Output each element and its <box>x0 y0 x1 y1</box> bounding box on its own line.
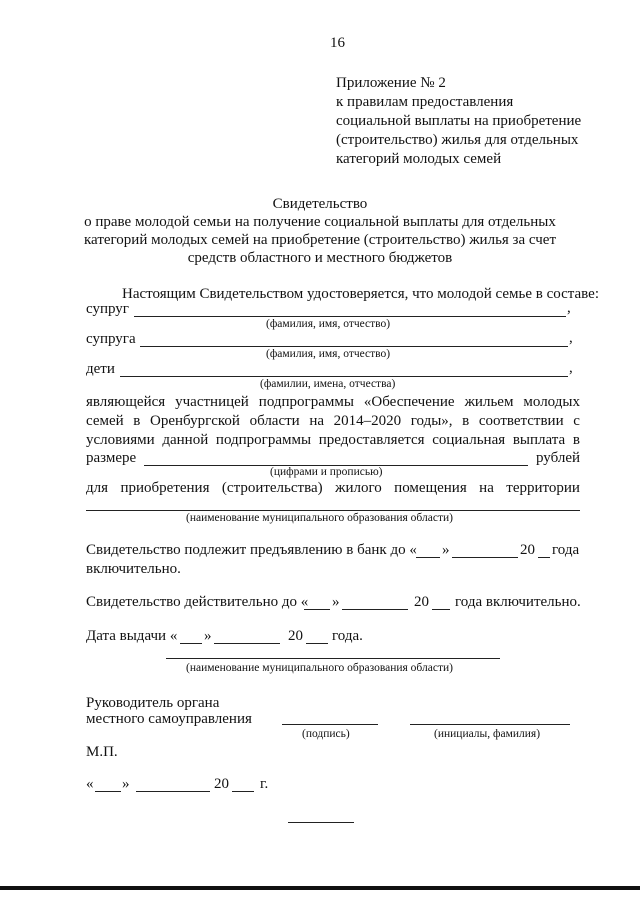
bank-text: Свидетельство подлежит предъявлению в банк до « <box>86 542 417 558</box>
children-label: дети <box>86 361 115 377</box>
body-word: семей <box>86 413 124 429</box>
territory-field[interactable] <box>86 510 580 511</box>
appendix-title: Приложение № 2 <box>336 75 446 91</box>
appendix-line: социальной выплаты на приобретение <box>336 113 582 129</box>
body-word: на <box>479 480 494 496</box>
issue-year-prefix: 20 <box>288 628 303 644</box>
body-word: подпрограммы <box>258 394 354 410</box>
document-title: Свидетельство <box>272 196 368 212</box>
body-word: в <box>462 413 470 429</box>
body-word: с <box>573 413 580 429</box>
document-subtitle: категорий молодых семей на приобретение (строительство) жилья за счет <box>83 232 557 248</box>
bank-month-field[interactable] <box>452 557 518 558</box>
date-month-field[interactable] <box>136 791 210 792</box>
body-word: «Обеспечение <box>363 394 455 410</box>
body-word: приобретения <box>120 480 210 496</box>
document-subtitle: средств областного и местного бюджетов <box>187 250 453 266</box>
validity-text: Свидетельство действительно до « <box>86 594 309 610</box>
body-word: (строительства) <box>221 480 323 496</box>
body-word: области <box>249 413 300 429</box>
stamp-place: М.П. <box>86 744 118 760</box>
body-line-1 <box>86 394 580 411</box>
children-hint: (фамилии, имена, отчества) <box>260 378 396 390</box>
children-names-field[interactable] <box>120 376 568 377</box>
intro-text: Настоящим Свидетельством удостоверяется, что молодой семье в составе: <box>122 286 599 302</box>
issue-date-label: Дата выдачи « <box>86 628 178 644</box>
date-year-field[interactable] <box>232 791 254 792</box>
husband-hint: (фамилия, имя, отчество) <box>266 318 391 330</box>
body-word: Оренбургской <box>150 413 240 429</box>
issuer-field[interactable] <box>166 658 500 659</box>
body-word: для <box>86 480 109 496</box>
appendix-line: (строительство) жилья для отдельных <box>336 132 579 148</box>
body-word: подпрограммы <box>215 432 312 448</box>
validity-day-field[interactable] <box>304 609 330 610</box>
body-word: жилого <box>335 480 382 496</box>
issue-day-field[interactable] <box>180 643 202 644</box>
issue-year-field[interactable] <box>306 643 328 644</box>
bank-year-prefix: 20 <box>520 542 535 558</box>
issue-year-word: года. <box>332 628 363 644</box>
body-word: в <box>133 413 141 429</box>
appendix-line: к правилам предоставления <box>336 94 514 110</box>
signature-hint: (подпись) <box>302 728 350 740</box>
body-line-2 <box>86 413 580 430</box>
issue-quote-close: » <box>204 628 212 644</box>
validity-year-field[interactable] <box>432 609 450 610</box>
page-number: 16 <box>330 35 345 51</box>
amount-hint: (цифрами и прописью) <box>270 466 383 478</box>
validity-year-prefix: 20 <box>414 594 429 610</box>
wife-label: супруга <box>86 331 136 347</box>
body-word: условиями <box>86 432 155 448</box>
body-line-5 <box>86 480 580 497</box>
amount-label: размере <box>86 450 137 466</box>
body-line-3 <box>86 432 580 449</box>
bank-year-field[interactable] <box>538 557 550 558</box>
body-word: предоставляется <box>318 432 425 448</box>
body-word: жильем <box>464 394 514 410</box>
body-word: соответствии <box>478 413 564 429</box>
territory-hint: (наименование муниципального образования области) <box>186 512 453 524</box>
body-word: 2014–2020 <box>333 413 402 429</box>
appendix-line: категорий молодых семей <box>336 151 502 167</box>
body-word: на <box>309 413 325 429</box>
issuer-hint: (наименование муниципального образования области) <box>186 662 453 674</box>
bottom-border <box>0 886 640 890</box>
initials-name-field[interactable] <box>410 724 570 725</box>
date-quote-open: « <box>86 776 94 792</box>
head-title: Руководитель органа <box>86 695 220 711</box>
wife-comma: , <box>569 330 573 346</box>
signature-field[interactable] <box>282 724 378 725</box>
validity-quote-close: » <box>332 594 340 610</box>
body-word: помещения <box>394 480 467 496</box>
date-year-prefix: 20 <box>214 776 229 792</box>
wife-hint: (фамилия, имя, отчество) <box>266 348 391 360</box>
document-subtitle: о праве молодой семьи на получение социальной выплаты для отдельных <box>84 214 556 230</box>
bank-day-field[interactable] <box>416 557 440 558</box>
body-word: молодых <box>523 394 580 410</box>
date-day-field[interactable] <box>95 791 121 792</box>
body-word: участницей <box>175 394 249 410</box>
validity-text-end: года включительно. <box>455 594 581 610</box>
wife-name-field[interactable] <box>140 346 568 347</box>
bank-quote-close: » <box>442 542 450 558</box>
husband-label: супруг <box>86 301 129 317</box>
footer-divider <box>288 822 354 823</box>
validity-month-field[interactable] <box>342 609 408 610</box>
body-word: данной <box>162 432 209 448</box>
initials-name-hint: (инициалы, фамилия) <box>434 728 541 740</box>
body-word: в <box>572 432 580 448</box>
body-word: социальная <box>432 432 506 448</box>
bank-year-word: года <box>552 542 580 558</box>
husband-comma: , <box>567 300 571 316</box>
bank-text-end: включительно. <box>86 561 181 577</box>
body-word: выплата <box>512 432 566 448</box>
body-word: территории <box>506 480 580 496</box>
body-word: являющейся <box>86 394 166 410</box>
amount-unit: рублей <box>536 450 581 466</box>
body-word: годы», <box>410 413 453 429</box>
date-year-suffix: г. <box>260 776 269 792</box>
husband-name-field[interactable] <box>134 316 566 317</box>
date-quote-close: » <box>122 776 130 792</box>
head-title: местного самоуправления <box>86 711 252 727</box>
issue-month-field[interactable] <box>214 643 280 644</box>
children-comma: , <box>569 360 573 376</box>
